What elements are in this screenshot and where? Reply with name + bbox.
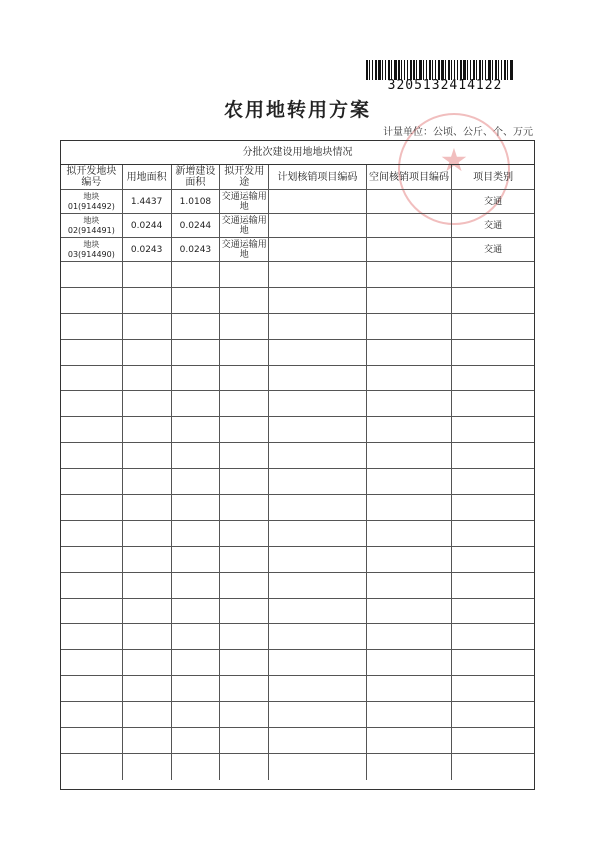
empty-cell (367, 495, 453, 520)
empty-cell (61, 547, 123, 572)
barcode-bar (378, 60, 381, 80)
empty-cell (61, 443, 123, 468)
empty-cell (220, 495, 269, 520)
empty-cell (269, 754, 367, 780)
barcode-bar (382, 60, 383, 80)
new-area-cell: 0.0243 (172, 238, 221, 261)
barcode-bar (501, 60, 502, 80)
empty-cell (123, 728, 172, 753)
empty-cell (269, 262, 367, 287)
empty-cell (452, 314, 534, 339)
use-cell: 交通运输用地 (220, 214, 269, 237)
empty-cell (61, 573, 123, 598)
empty-cell (452, 599, 534, 624)
empty-cell (220, 288, 269, 313)
plan-code-cell (269, 238, 367, 261)
empty-cell (61, 650, 123, 675)
empty-cell (61, 521, 123, 546)
empty-cell (61, 391, 123, 416)
table-row (61, 238, 534, 262)
empty-cell (367, 547, 453, 572)
barcode-bar (410, 60, 412, 80)
barcode-bar (510, 60, 513, 80)
empty-cell (61, 702, 123, 727)
space-code-cell (367, 190, 453, 213)
unit-note: 计量单位：公顷、公斤、个、万元 (383, 127, 533, 138)
empty-cell (61, 314, 123, 339)
table-header-row (61, 165, 534, 190)
empty-table-row (61, 573, 534, 599)
empty-cell (269, 469, 367, 494)
empty-cell (452, 366, 534, 391)
empty-cell (220, 314, 269, 339)
empty-cell (123, 754, 172, 780)
category-cell: 交通 (484, 244, 503, 255)
empty-cell (367, 417, 453, 442)
empty-cell (220, 702, 269, 727)
barcode-bar (435, 60, 436, 80)
table-row (61, 214, 534, 238)
empty-cell (269, 676, 367, 701)
space-code-cell (367, 214, 453, 237)
empty-table-row (61, 599, 534, 625)
empty-cell (123, 521, 172, 546)
empty-cell (367, 288, 453, 313)
empty-table-row (61, 728, 534, 754)
empty-cell (172, 417, 221, 442)
plot-id-cell: 地块02(914491) (61, 214, 123, 237)
empty-table-row (61, 366, 534, 392)
empty-cell (172, 728, 221, 753)
empty-cell (269, 521, 367, 546)
empty-cell (123, 314, 172, 339)
empty-cell (220, 391, 269, 416)
empty-cell (367, 366, 453, 391)
header-cell: 项目类别 (473, 171, 514, 183)
empty-cell (61, 676, 123, 701)
empty-cell (172, 521, 221, 546)
empty-table-row (61, 469, 534, 495)
barcode-number: 3205132414122 (387, 78, 503, 93)
category-cell: 交通 (484, 196, 503, 207)
empty-cell (123, 676, 172, 701)
empty-cell (61, 417, 123, 442)
new-area-cell: 1.0108 (172, 190, 221, 213)
empty-table-row (61, 547, 534, 573)
barcode-bar (398, 60, 400, 80)
empty-table-row (61, 340, 534, 366)
empty-cell (61, 469, 123, 494)
empty-table-row (61, 391, 534, 417)
empty-cell (220, 754, 269, 780)
empty-table-row (61, 754, 534, 780)
empty-cell (452, 469, 534, 494)
empty-cell (452, 340, 534, 365)
barcode-bar (485, 60, 486, 80)
barcode-bar (470, 60, 471, 80)
empty-cell (172, 676, 221, 701)
empty-cell (61, 624, 123, 649)
empty-cell (123, 340, 172, 365)
empty-cell (123, 391, 172, 416)
empty-cell (172, 599, 221, 624)
empty-cell (123, 599, 172, 624)
empty-cell (220, 728, 269, 753)
barcode-bar (366, 60, 368, 80)
empty-cell (220, 417, 269, 442)
barcode-bar (507, 60, 508, 80)
empty-cell (172, 495, 221, 520)
plot-id-cell: 地块03(914490) (61, 238, 123, 261)
empty-cell (452, 391, 534, 416)
header-cell: 用地面积 (123, 165, 172, 189)
barcode-bar (416, 60, 417, 80)
empty-cell (123, 547, 172, 572)
barcode-bar (423, 60, 424, 80)
header-cell: 计划核销项目编码 (269, 165, 367, 189)
empty-cell (269, 624, 367, 649)
empty-cell (123, 288, 172, 313)
empty-cell (61, 495, 123, 520)
empty-cell (367, 754, 453, 780)
barcode-bar (394, 60, 397, 80)
empty-cell (172, 624, 221, 649)
barcode-bar (413, 60, 415, 80)
barcode-bar (391, 60, 392, 80)
empty-cell (269, 547, 367, 572)
empty-cell (220, 650, 269, 675)
empty-table-row (61, 314, 534, 340)
barcode-bar (375, 60, 377, 80)
empty-cell (61, 366, 123, 391)
area-cell: 1.4437 (123, 190, 172, 213)
barcode-bar (407, 60, 408, 80)
area-cell: 0.0244 (123, 214, 172, 237)
empty-table-row (61, 676, 534, 702)
empty-cell (269, 702, 367, 727)
empty-cell (220, 521, 269, 546)
empty-table-row (61, 702, 534, 728)
empty-cell (123, 650, 172, 675)
empty-cell (220, 573, 269, 598)
barcode-bar (467, 60, 468, 80)
empty-table-row (61, 521, 534, 547)
empty-cell (220, 262, 269, 287)
empty-cell (367, 702, 453, 727)
empty-cell (220, 443, 269, 468)
empty-cell (367, 624, 453, 649)
empty-cell (269, 417, 367, 442)
new-area-cell: 0.0244 (172, 214, 221, 237)
table-caption: 分批次建设用地地块情况 (61, 141, 534, 165)
empty-cell (269, 495, 367, 520)
empty-cell (123, 469, 172, 494)
empty-cell (172, 366, 221, 391)
empty-cell (269, 443, 367, 468)
empty-cell (269, 728, 367, 753)
barcode-bar (438, 60, 440, 80)
empty-cell (269, 340, 367, 365)
category-cell: 交通 (484, 220, 503, 231)
barcode-bar (429, 60, 431, 80)
barcode-bar (476, 60, 477, 80)
header-cell: 拟开发用途 (220, 165, 269, 189)
empty-cell (452, 288, 534, 313)
empty-cell (452, 650, 534, 675)
barcode-bar (454, 60, 455, 80)
empty-table-row (61, 495, 534, 521)
empty-cell (367, 262, 453, 287)
barcode-bar (451, 60, 452, 80)
barcode (366, 60, 524, 92)
empty-table-row (61, 262, 534, 288)
barcode-bar (463, 60, 466, 80)
empty-cell (367, 650, 453, 675)
empty-cell (367, 469, 453, 494)
empty-cell (452, 495, 534, 520)
empty-table-row (61, 417, 534, 443)
table-grid (61, 165, 534, 780)
empty-cell (220, 547, 269, 572)
empty-cell (172, 650, 221, 675)
barcode-bar (498, 60, 499, 80)
empty-cell (367, 573, 453, 598)
empty-cell (172, 314, 221, 339)
empty-cell (172, 288, 221, 313)
empty-cell (220, 469, 269, 494)
barcode-bar (441, 60, 444, 80)
plan-code-cell (269, 214, 367, 237)
barcode-bar (419, 60, 422, 80)
header-cell: 空间核销项目编码 (367, 165, 453, 189)
empty-cell (367, 676, 453, 701)
empty-cell (367, 521, 453, 546)
empty-cell (367, 599, 453, 624)
barcode-bar (404, 60, 405, 80)
empty-cell (269, 366, 367, 391)
plan-code-cell (269, 190, 367, 213)
empty-cell (367, 391, 453, 416)
barcode-bar (482, 60, 483, 80)
table-row (61, 190, 534, 214)
empty-cell (61, 599, 123, 624)
empty-cell (220, 340, 269, 365)
empty-cell (61, 262, 123, 287)
empty-cell (61, 340, 123, 365)
empty-table-row (61, 288, 534, 314)
barcode-bar (448, 60, 450, 80)
empty-cell (172, 340, 221, 365)
barcode-bar (369, 60, 370, 80)
barcode-bar (460, 60, 462, 80)
empty-cell (61, 754, 123, 780)
empty-cell (367, 340, 453, 365)
empty-cell (367, 443, 453, 468)
empty-cell (269, 573, 367, 598)
barcode-bar (432, 60, 433, 80)
barcode-bar (492, 60, 493, 80)
empty-cell (452, 443, 534, 468)
area-cell: 0.0243 (123, 238, 172, 261)
barcode-bar (457, 60, 458, 80)
empty-cell (452, 417, 534, 442)
empty-cell (269, 391, 367, 416)
star-icon: ★ (439, 141, 469, 179)
empty-cell (452, 702, 534, 727)
empty-cell (123, 495, 172, 520)
space-code-cell (367, 238, 453, 261)
barcode-bar (388, 60, 390, 80)
empty-table-row (61, 650, 534, 676)
empty-cell (123, 262, 172, 287)
empty-cell (269, 314, 367, 339)
barcode-bar (401, 60, 402, 80)
empty-cell (123, 443, 172, 468)
header-cell: 新增建设面积 (172, 165, 221, 189)
barcode-bar (488, 60, 491, 80)
barcode-bar (504, 60, 506, 80)
empty-cell (452, 624, 534, 649)
empty-cell (61, 728, 123, 753)
empty-cell (172, 702, 221, 727)
barcode-bar (473, 60, 475, 80)
use-cell: 交通运输用地 (220, 238, 269, 261)
page-title: 农用地转用方案 (223, 99, 371, 121)
empty-cell (123, 573, 172, 598)
empty-cell (220, 676, 269, 701)
barcode-bars (366, 60, 524, 80)
empty-cell (452, 521, 534, 546)
empty-cell (123, 417, 172, 442)
empty-cell (367, 314, 453, 339)
land-table (60, 140, 535, 790)
barcode-bar (479, 60, 481, 80)
empty-cell (452, 728, 534, 753)
empty-cell (172, 391, 221, 416)
empty-table-row (61, 624, 534, 650)
use-cell: 交通运输用地 (220, 190, 269, 213)
empty-cell (269, 288, 367, 313)
empty-cell (172, 547, 221, 572)
empty-cell (367, 728, 453, 753)
plot-id-cell: 地块01(914492) (61, 190, 123, 213)
empty-cell (172, 469, 221, 494)
empty-cell (220, 366, 269, 391)
empty-cell (172, 754, 221, 780)
empty-cell (269, 650, 367, 675)
empty-cell (172, 573, 221, 598)
empty-cell (269, 599, 367, 624)
barcode-bar (445, 60, 446, 80)
empty-cell (452, 754, 534, 780)
header-cell: 拟开发地块编号 (61, 165, 123, 189)
empty-cell (220, 624, 269, 649)
empty-cell (452, 676, 534, 701)
empty-cell (452, 547, 534, 572)
barcode-bar (385, 60, 386, 80)
empty-cell (172, 262, 221, 287)
empty-cell (123, 366, 172, 391)
barcode-bar (372, 60, 373, 80)
barcode-bar (426, 60, 427, 80)
barcode-bar (495, 60, 497, 80)
empty-cell (123, 624, 172, 649)
empty-cell (220, 599, 269, 624)
empty-cell (123, 702, 172, 727)
empty-cell (452, 262, 534, 287)
empty-table-row (61, 443, 534, 469)
empty-cell (61, 288, 123, 313)
empty-cell (172, 443, 221, 468)
empty-cell (452, 573, 534, 598)
